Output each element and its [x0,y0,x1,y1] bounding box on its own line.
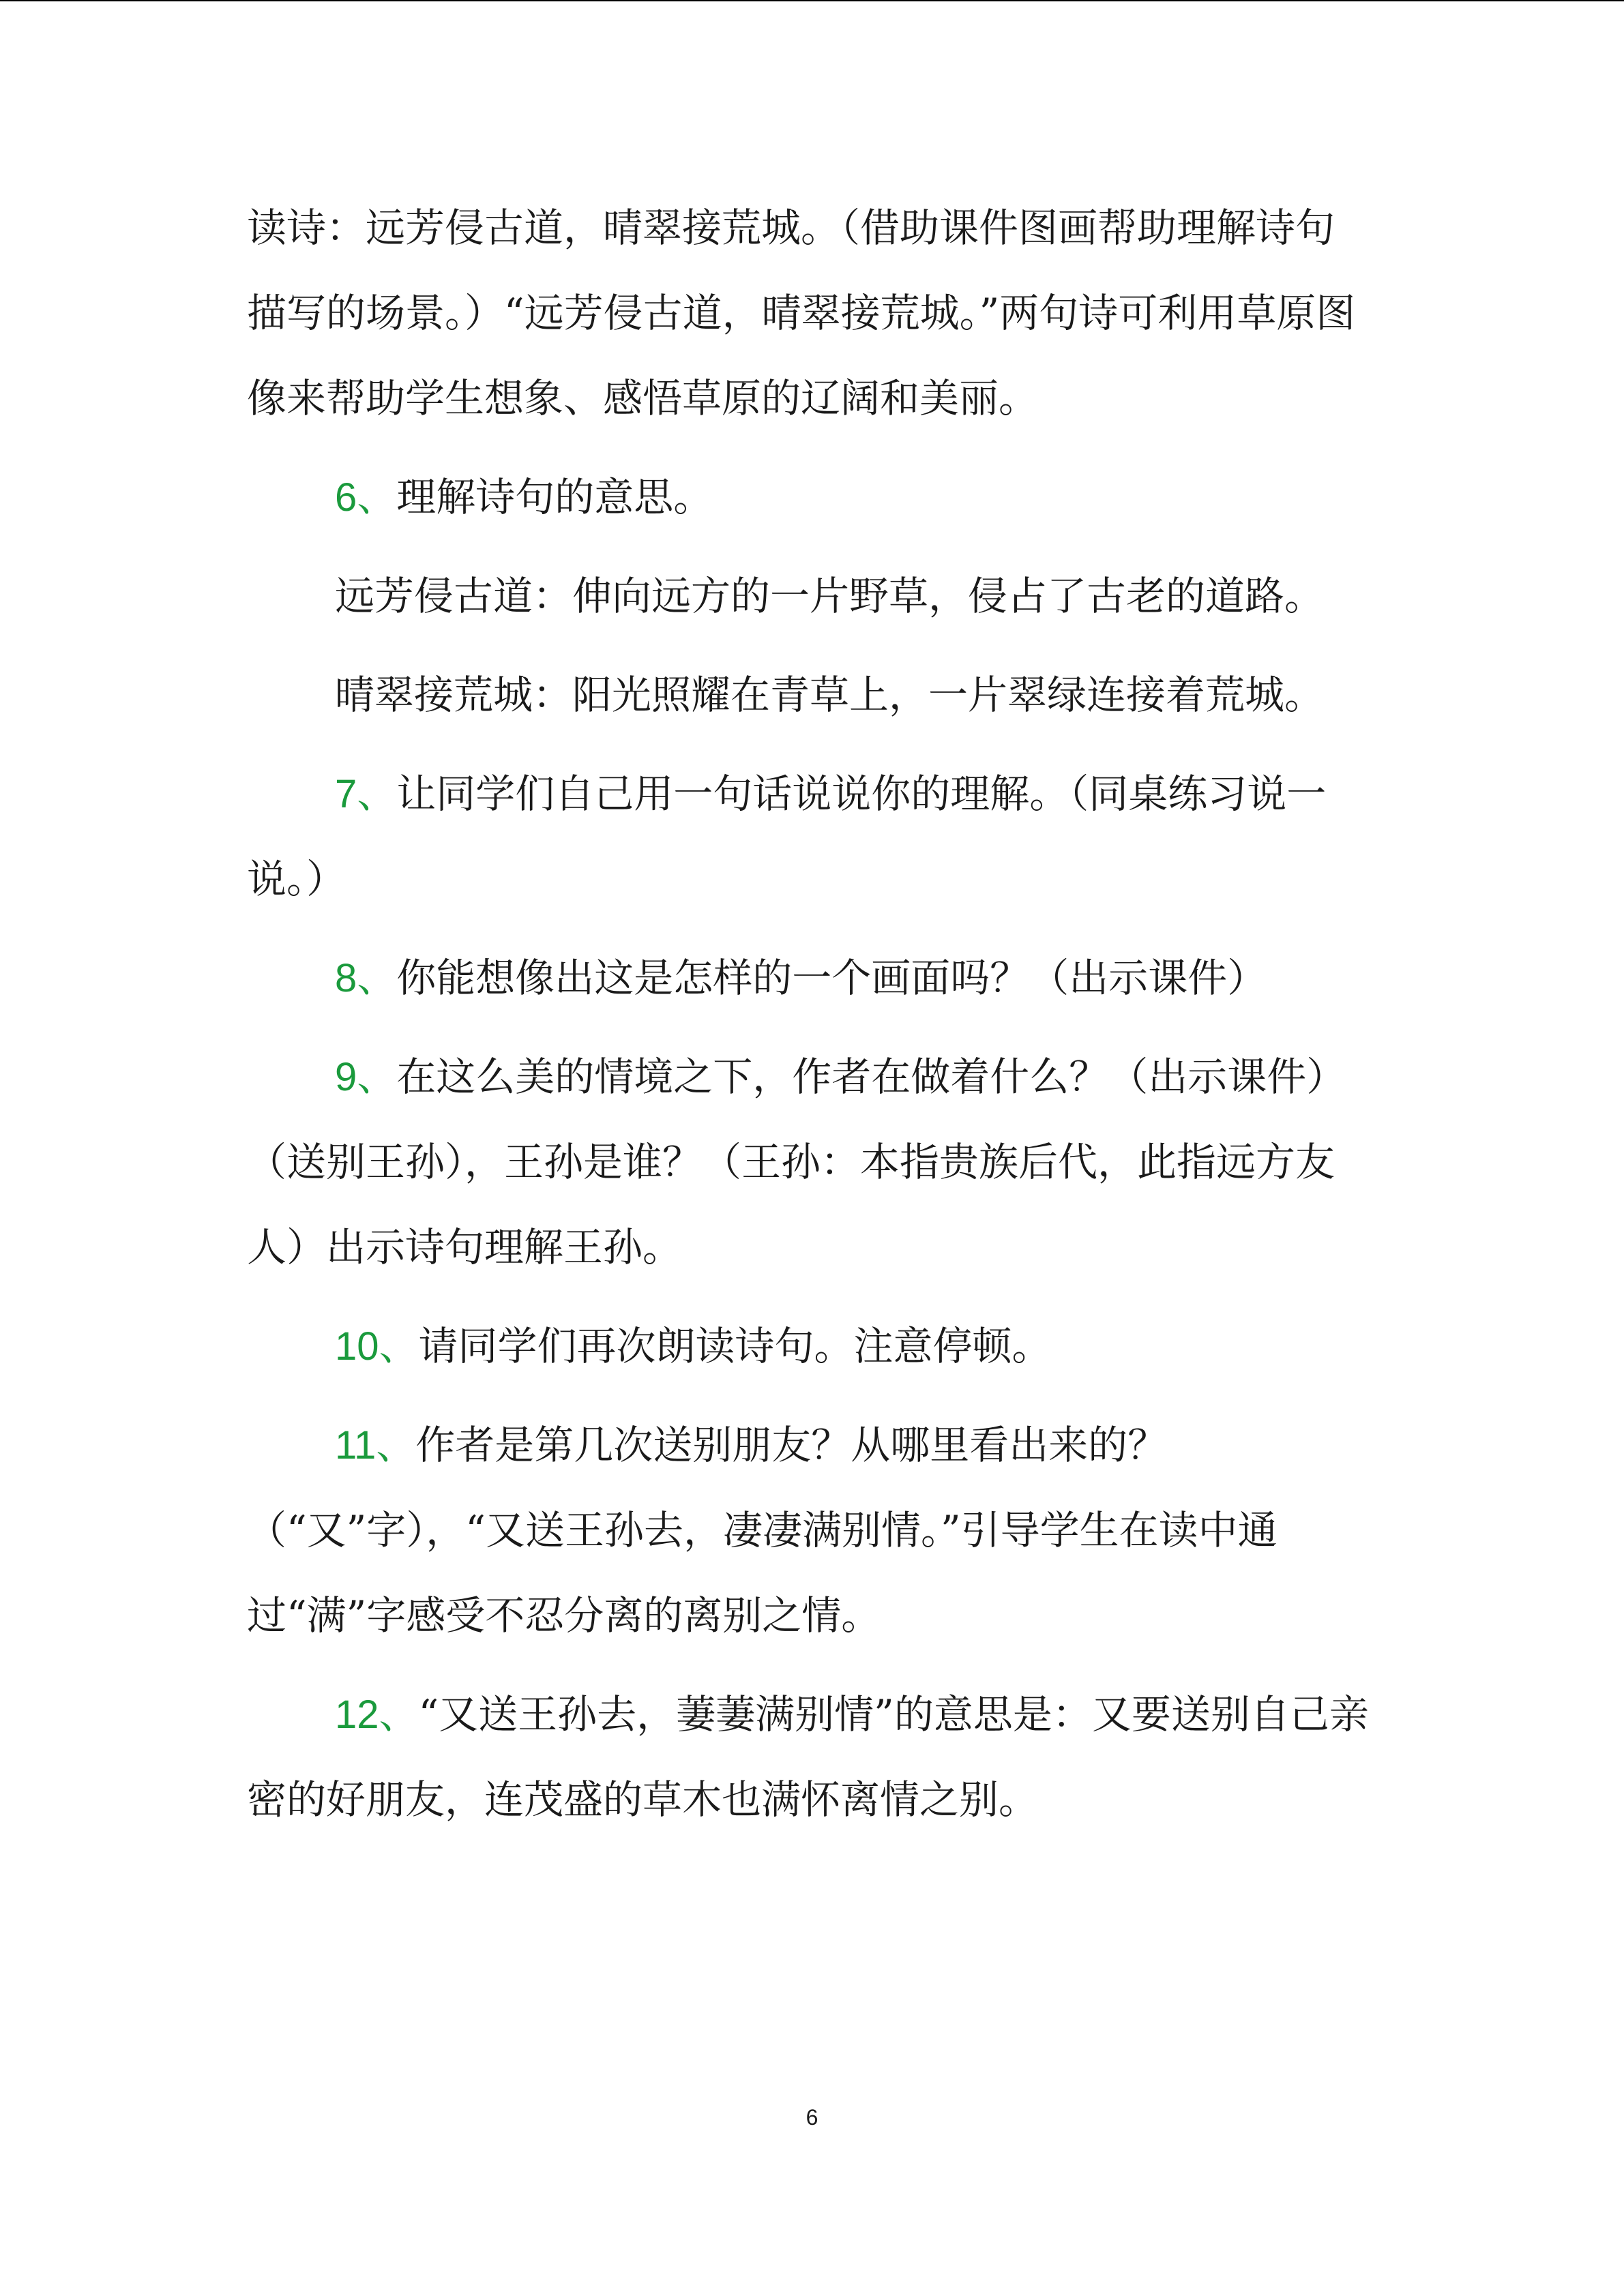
paragraph-text: 你能想像出这是怎样的一个画面吗？（出示课件） [396,955,1267,1001]
page-body [247,185,1372,1843]
item-number: 8、 [335,956,397,1000]
paragraph-read-poem [247,185,1372,441]
item-number: 10、 [335,1324,419,1369]
paragraph-item-12 [247,1672,1372,1843]
item-number: 11、 [335,1423,416,1467]
paragraph-text: 让同学们自己用一句话说说你的理解。（同桌练习说一说。） [247,771,1327,902]
paragraph-text: 作者是第几次送别朋友？从哪里看出来的？（“又”字），“又送王孙去，凄凄满别情。”引导学生在读中通过“满”字感受不忍分离的离别之情。 [247,1422,1278,1639]
paragraph-text: 读诗：远芳侵古道，晴翠接荒城。（借助课件图画帮助理解诗句描写的场景。）“远芳侵古道，晴翠接荒城。”两句诗可利用草原图像来帮助学生想象、感悟草原的辽阔和美丽。 [247,205,1356,421]
paragraph-text: 远芳侵古道：伸向远方的一片野草，侵占了古老的道路。 [335,573,1325,619]
paragraph-item-10 [247,1304,1372,1389]
paragraph-item-11 [247,1403,1372,1658]
paragraph-text: 理解诗句的意思。 [396,474,713,520]
paragraph-line-2-meaning [247,653,1372,738]
paragraph-text: 晴翠接荒城：阳光照耀在青草上，一片翠绿连接着荒城。 [335,672,1325,718]
item-number: 9、 [335,1055,397,1099]
item-number: 12、 [335,1693,419,1737]
paragraph-item-7 [247,751,1372,922]
paragraph-item-6 [247,455,1372,540]
item-number: 6、 [335,475,397,520]
item-number: 7、 [335,772,397,816]
paragraph-text: 请同学们再次朗读诗句。注意停顿。 [418,1323,1052,1369]
paragraph-item-8 [247,936,1372,1021]
page-number: 6 [806,2105,818,2130]
paragraph-item-9 [247,1034,1372,1290]
paragraph-text: “又送王孙去，萋萋满别情”的意思是：又要送别自己亲密的好朋友，连茂盛的草木也满怀离情之别。 [247,1691,1369,1823]
paragraph-text: 在这么美的情境之下，作者在做着什么？（出示课件）（送别王孙），王孙是谁？（王孙：本指贵族后代，此指远方友人）出示诗句理解王孙。 [247,1054,1346,1270]
paragraph-line-1-meaning [247,554,1372,639]
